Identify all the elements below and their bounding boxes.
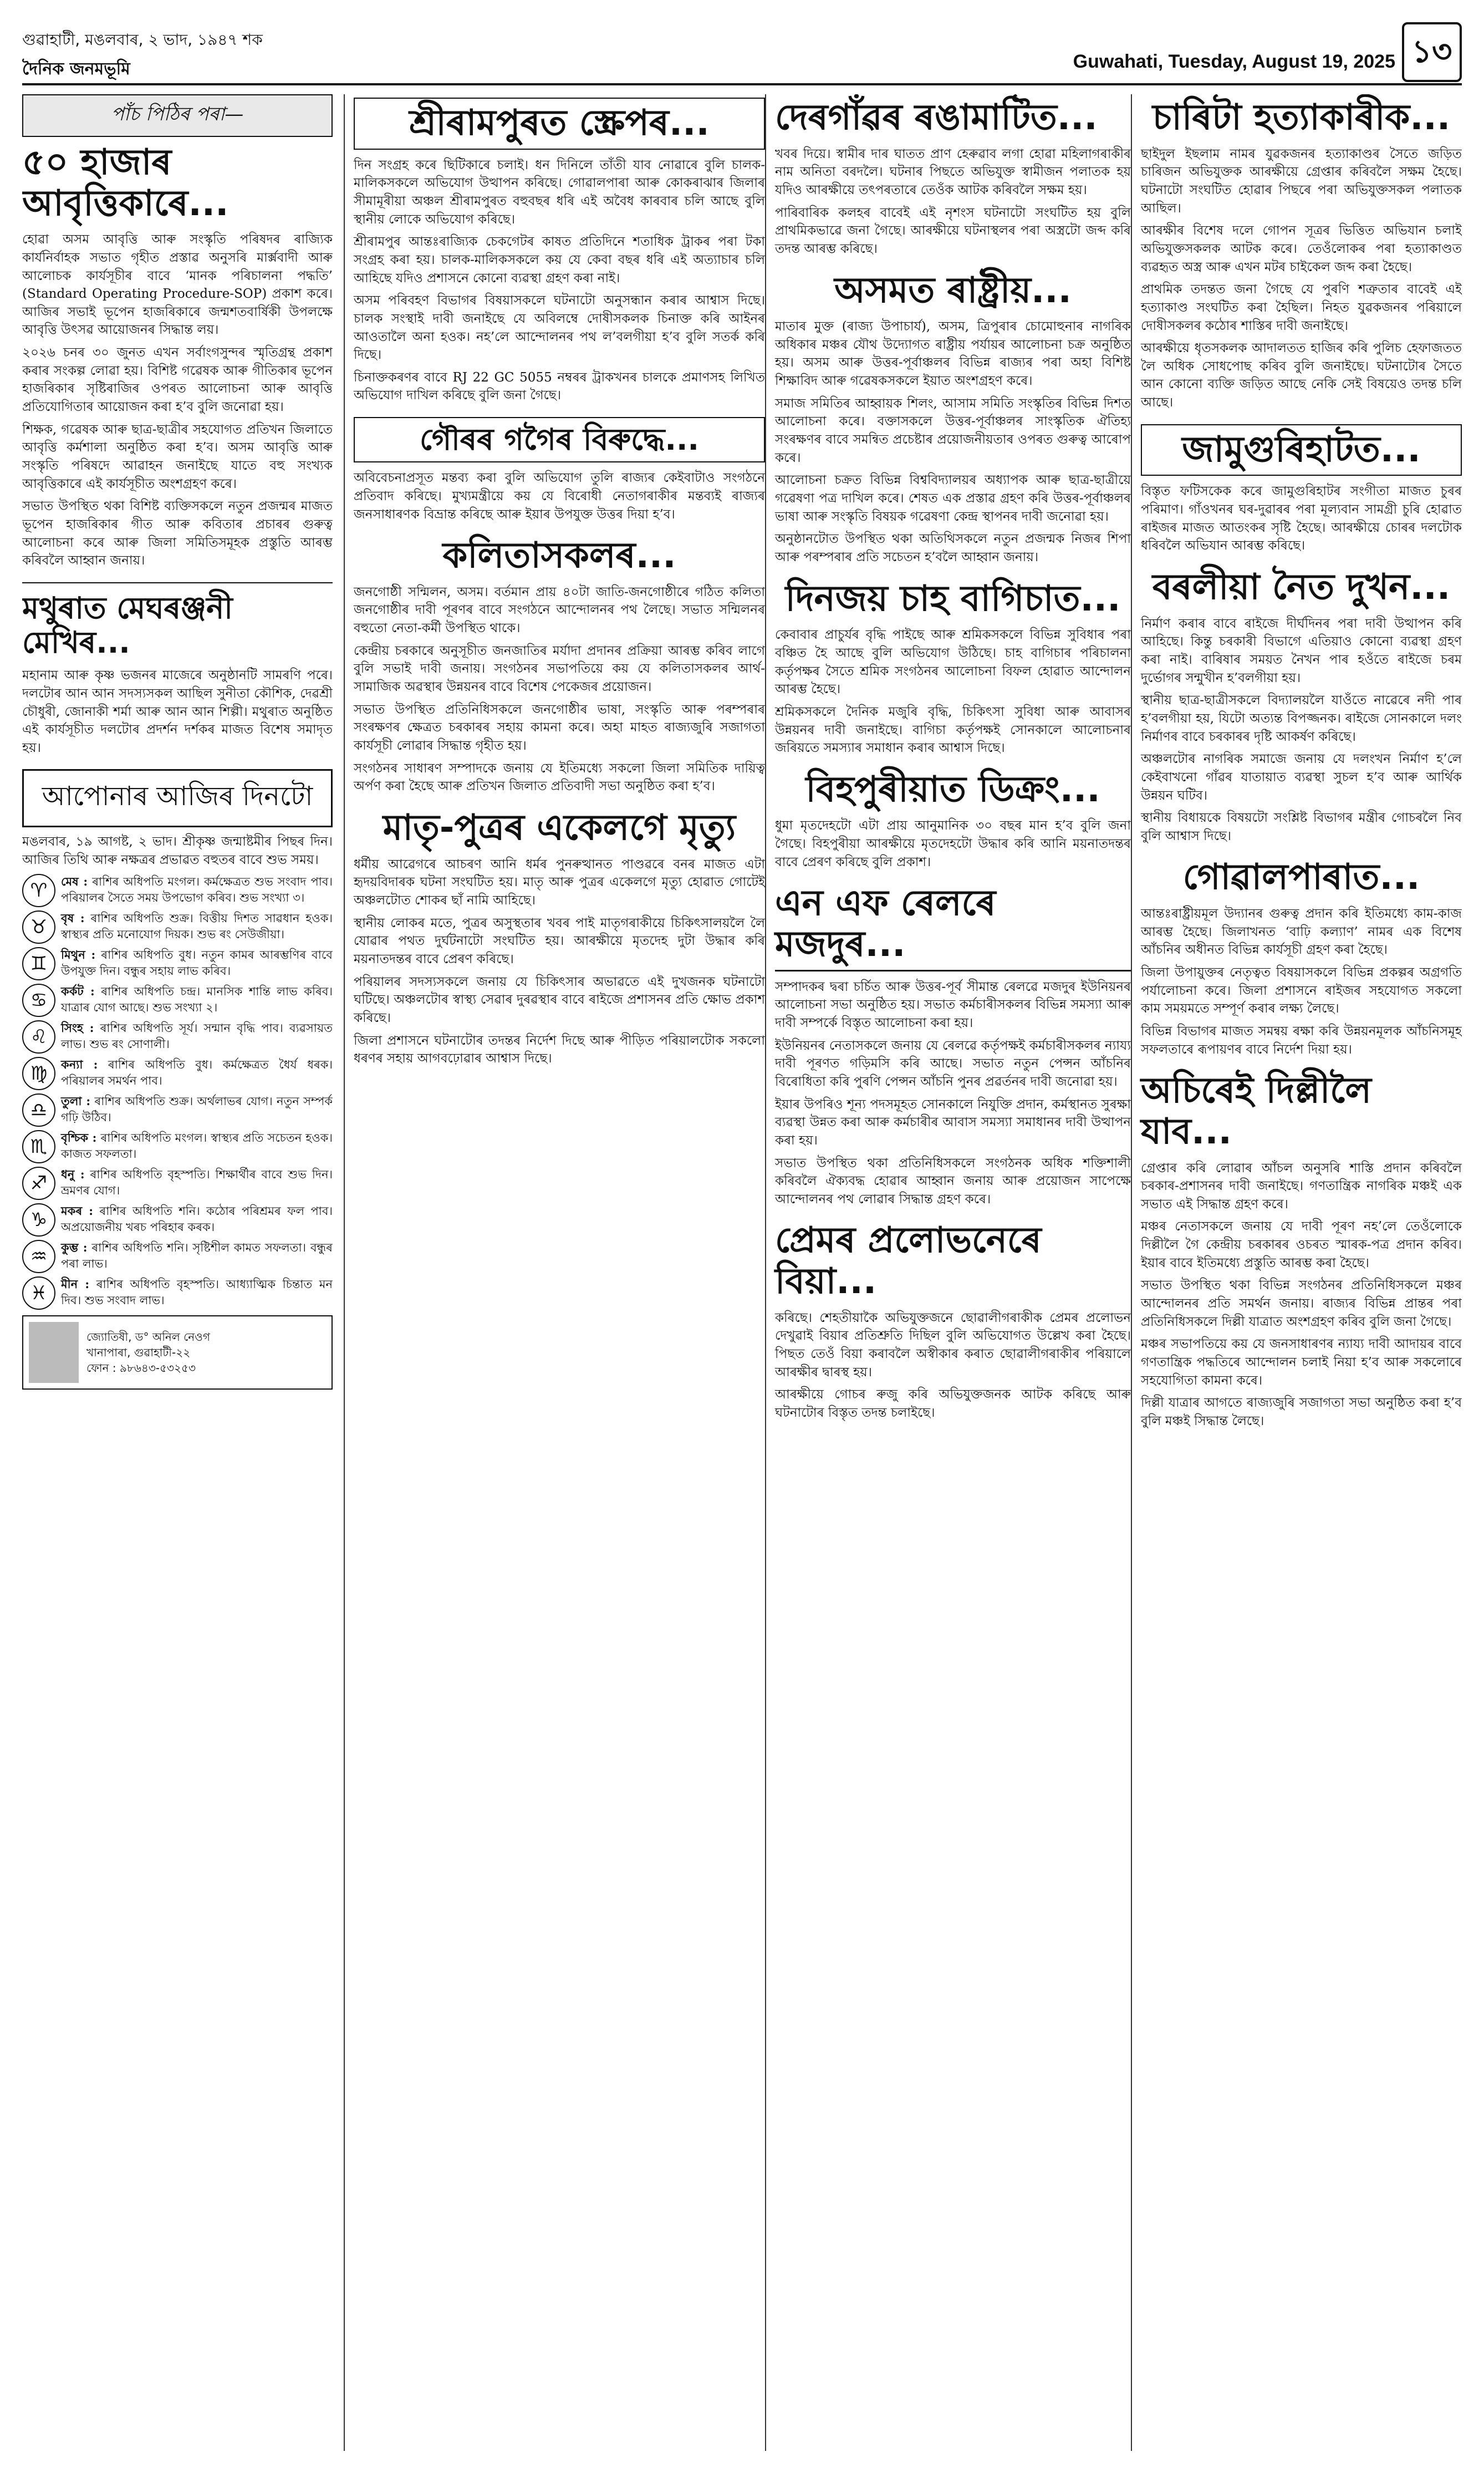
article-four-killers xyxy=(1141,98,1462,412)
horoscope-intro: মঙলবাৰ, ১৯ আগষ্ট, ২ ভাদ। শ্ৰীকৃষ্ণ জন্মাষ্টমীৰ পিছৰ দিন। আজিৰ তিথি আৰু নক্ষত্ৰৰ প্ৰভাৱত বহুতৰ বাবে শুভ সময়। xyxy=(22,835,333,868)
article-headline: শ্ৰীৰামপুৰত স্ক্ৰেপৰ... xyxy=(354,98,765,150)
continued-from-label: পাঁচ পিঠিৰ পৰা— xyxy=(22,94,333,137)
article-paragraph: জিলা প্ৰশাসনে ঘটনাটোৰ তদন্তৰ নিৰ্দেশ দিছে আৰু পীড়িত পৰিয়ালটোক সকলো ধৰণৰ সহায় আগবঢ়োৱাৰ আশ্বাস দিছে। xyxy=(354,1033,765,1066)
zodiac-icon: ♏ xyxy=(22,1130,55,1163)
masthead-date-assamese: গুৱাহাটী, মঙলবাৰ, ২ ভাদ, ১৯৪৭ শক xyxy=(22,30,263,49)
column-3 xyxy=(765,94,1131,2451)
article-headline: গৌৰৰ গগৈৰ বিৰুদ্ধে... xyxy=(354,417,765,462)
horoscope-item xyxy=(22,1130,333,1163)
zodiac-icon: ♒ xyxy=(22,1240,55,1273)
article-paragraph: ইয়াৰ উপৰিও শূন্য পদসমূহত সোনকালে নিযুক্তি প্ৰদান, কৰ্মস্থানত সুৰক্ষা ব্যৱস্থা উন্নত কৰা আৰু কৰ্মচাৰীৰ আবাস সমস্যা সমাধানৰ দাবী উত্থাপন কৰা হয়। xyxy=(775,1097,1131,1148)
zodiac-sign-name: কন্যা : xyxy=(61,1057,98,1071)
zodiac-sign-name: মেষ : xyxy=(61,874,88,888)
astrologer-place: খানাপাৰা, গুৱাহাটী-২২ xyxy=(86,1345,191,1359)
article-paragraph: চিনাক্তকৰণৰ বাবে RJ 22 GC 5055 নম্বৰৰ ট্ৰাকখনৰ চালকে প্ৰমাণসহ লিখিত অভিযোগ দাখিল কৰিছে বুলি জনা গৈছে। xyxy=(354,370,765,403)
article-paragraph: ছাইদুল ইছলাম নামৰ যুৱকজনৰ হত্যাকাণ্ডৰ সৈতে জড়িত চাৰিজন অভিযুক্তক আৰক্ষীয়ে গ্ৰেপ্তাৰ কৰিবলৈ সক্ষম হৈছে। ঘটনাটো সংঘটিত হোৱাৰ পিছৰে পৰা অভিযুক্তসকল পলাতক আছিল। xyxy=(1141,146,1462,216)
article-love-marriage xyxy=(775,1220,1131,1422)
horoscope-item xyxy=(22,910,333,944)
horoscope-text: ৰাশিৰ অধিপতি মংগল। কৰ্মক্ষেত্ৰত শুভ সংবাদ পাব। পৰিয়ালৰ সৈতে সময় উপভোগ কৰিব। শুভ সংখ্যা ৩। xyxy=(61,874,333,904)
horoscope-text: ৰাশিৰ অধিপতি বুধ। কৰ্মক্ষেত্ৰত ধৈৰ্য ধৰক। পৰিয়ালৰ সমৰ্থন পাব। xyxy=(61,1057,333,1087)
article-paragraph: গ্ৰেপ্তাৰ কৰি লোৱাৰ আঁচল অনুসৰি শাস্তি প্ৰদান কৰিবলৈ চৰকাৰ-প্ৰশাসনৰ দাবী জনাইছে। গণতান্ত্ৰিক নাগৰিক মঞ্চই এক সভাত এই সিদ্ধান্ত গ্ৰহণ কৰে। xyxy=(1141,1161,1462,1212)
article-headline: দেৰগাঁৱৰ ৰঙামাটিত... xyxy=(775,97,1098,138)
article-paragraph: পৰিয়ালৰ সদস্যসকলে জনায় যে চিকিৎসাৰ অভাৱতে এই দুখজনক ঘটনাটো ঘটিছে। অঞ্চলটোৰ স্বাস্থ্য সেৱাৰ দুৰৱস্থাৰ বাবে ৰাইজে প্ৰশাসনৰ প্ৰতি ক্ষোভ প্ৰকাশ কৰিছে। xyxy=(354,974,765,1025)
zodiac-sign-name: কুম্ভ : xyxy=(61,1240,88,1254)
article-paragraph: আৰক্ষীয়ে গোচৰ ৰুজু কৰি অভিযুক্তজনক আটক কৰিছে আৰু ঘটনাটোৰ বিস্তৃত তদন্ত চলাইছে। xyxy=(775,1387,1131,1420)
zodiac-icon: ♑ xyxy=(22,1203,55,1237)
horoscope-text: ৰাশিৰ অধিপতি বুধ। নতুন কামৰ আৰম্ভণিৰ বাবে উপযুক্ত দিন। বন্ধুৰ সহায় লাভ কৰিব। xyxy=(61,948,333,978)
article-headline: এন এফ ৰেলৰে মজদুৰ... xyxy=(775,883,1131,971)
article-paragraph: সভাত উপস্থিত থকা বিভিন্ন সংগঠনৰ প্ৰতিনিধিসকলে মঞ্চৰ আন্দোলনৰ প্ৰতি সমৰ্থন জনায়। ৰাজ্যৰ বিভিন্ন প্ৰান্তৰ পৰা প্ৰতিনিধিসকলে দিল্লী যাত্ৰাত অংশগ্ৰহণ কৰিব বুলি জনা গৈছে। xyxy=(1141,1278,1462,1329)
horoscope-item xyxy=(22,1276,333,1310)
column-1 xyxy=(22,94,333,2451)
article-paragraph: শ্ৰীৰামপুৰ আন্তঃৰাজ্যিক চেকগেটৰ কাষত প্ৰতিদিনে শতাধিক ট্ৰাকৰ পৰা টকা সংগ্ৰহ কৰা হয়। চালক-মালিকসকলে কয় যে কেবা বছৰ ধৰি এই অত্যাচাৰ চলি আহিছে যদিও প্ৰশাসনে কোনো ব্যৱস্থা গ্ৰহণ কৰা নাই। xyxy=(354,235,765,286)
article-paragraph: মাতাৰ মুক্ত (ৰাজ্য উপাচাৰ্য), অসম, ত্ৰিপুৰাৰ চোমোহুনাৰ নাগৰিক অধিকাৰ মঞ্চৰ যৌথ উদ্যোগত ৰাষ্ট্ৰীয় পৰ্যায়ৰ আলোচনা চক্ৰ অনুষ্ঠিত হয়। অসম আৰু উত্তৰ-পূৰ্বাঞ্চলৰ বিভিন্ন ৰাজ্যৰ পৰা অহা বিশিষ্ট শিক্ষাবিদ আৰু গৱেষকসকলে ইয়াত অংশগ্ৰহণ কৰে। xyxy=(775,319,1131,389)
article-nf-railway xyxy=(775,883,1131,1208)
article-national-assam xyxy=(775,271,1131,567)
horoscope-text: ৰাশিৰ অধিপতি বৃহস্পতি। আধ্যাত্মিক চিন্তাত মন দিব। শুভ সংবাদ লাভ। xyxy=(61,1277,333,1307)
horoscope-text: ৰাশিৰ অধিপতি চন্দ্ৰ। মানসিক শান্তি লাভ কৰিব। যাত্ৰাৰ যোগ আছে। শুভ সংখ্যা ২। xyxy=(61,984,333,1014)
article-kalita xyxy=(354,536,765,796)
horoscope-text: ৰাশিৰ অধিপতি শুক্ৰ। বিত্তীয় দিশত সাৱধান হওক। স্বাস্থ্যৰ প্ৰতি মনোযোগ দিয়ক। শুভ ৰং সেউজীয়া। xyxy=(61,911,333,941)
article-headline: মথুৰাত মেঘৰঞ্জনী মেখিৰ... xyxy=(22,591,233,660)
article-gaurav-gogoi xyxy=(354,417,765,523)
article-paragraph: পাৰিবাৰিক কলহৰ বাবেই এই নৃশংস ঘটনাটো সংঘটিত হয় বুলি প্ৰাথমিকভাৱে জনা গৈছে। আৰক্ষীয়ে ঘটনাস্থলৰ পৰা অস্ত্ৰটো জব্দ কৰি তদন্ত আৰম্ভ কৰিছে। xyxy=(775,205,1131,256)
zodiac-sign-name: সিংহ : xyxy=(61,1020,94,1035)
masthead-date-english: Guwahati, Tuesday, August 19, 2025 xyxy=(1073,51,1395,72)
article-headline: কলিতাসকলৰ... xyxy=(442,535,676,577)
article-paragraph: অনুষ্ঠানটোত উপস্থিত থকা অতিথিসকলে নতুন প্ৰজন্মক নিজৰ শিপা আৰু পৰম্পৰাৰ প্ৰতি সচেতন হ’বলৈ আহ্বান জনায়। xyxy=(775,532,1131,564)
article-headline: জামুগুৰিহাটত... xyxy=(1141,424,1462,476)
zodiac-sign-name: তুলা : xyxy=(61,1093,91,1108)
page-number: ১৩ xyxy=(1402,22,1462,82)
article-dergaon xyxy=(775,98,1131,258)
zodiac-icon: ♋ xyxy=(22,984,55,1017)
article-paragraph: বিভিন্ন বিভাগৰ মাজত সমন্বয় ৰক্ষা কৰি উন্নয়নমূলক আঁচনিসমূহ সফলতাৰে ৰূপায়ণৰ বাবে নিৰ্দেশ দিয়া হয়। xyxy=(1141,1024,1462,1057)
article-borolia xyxy=(1141,567,1462,845)
article-paragraph: জিলা উপায়ুক্তৰ নেতৃত্বত বিষয়াসকলে বিভিন্ন প্ৰকল্পৰ অগ্ৰগতি পৰ্যালোচনা কৰে। জিলা প্ৰশাসনে ৰাইজৰ সহযোগত সকলো কাম সময়মতে সম্পূৰ্ণ কৰাৰ লক্ষ্য লৈছে। xyxy=(1141,965,1462,1016)
article-recitation xyxy=(22,143,333,570)
article-paragraph: আলোচনা চক্ৰত বিভিন্ন বিশ্ববিদ্যালয়ৰ অধ্যাপক আৰু ছাত্ৰ-ছাত্ৰীয়ে গৱেষণা পত্ৰ দাখিল কৰে। শেষত এক প্ৰস্তাৱ গ্ৰহণ কৰি উত্তৰ-পূৰ্বাঞ্চলৰ ভাষা আৰু সংস্কৃতি বিষয়ক গৱেষণা কেন্দ্ৰ স্থাপনৰ দাবী জনোৱা হয়। xyxy=(775,473,1131,524)
article-paragraph: ইউনিয়নৰ নেতাসকলে জনায় যে ৰেলৱে কৰ্তৃপক্ষই কৰ্মচাৰীসকলৰ ন্যায্য দাবী পূৰণত গড়িমসি কৰি আছে। সভাত নতুন পেন্সন আঁচনিৰ বিৰোধিতা কৰি পুৰণি পেন্সন আঁচনি পুনৰ প্ৰৱৰ্তনৰ দাবী জনোৱা হয়। xyxy=(775,1038,1131,1089)
astrologer-name: জ্যোতিষী, ড° অনিল নেওগ xyxy=(86,1330,210,1344)
horoscope-item xyxy=(22,984,333,1017)
article-headline: মাতৃ-পুত্ৰৰ একেলগে মৃত্যু xyxy=(383,807,736,848)
zodiac-icon: ♍ xyxy=(22,1057,55,1090)
article-paragraph: শিক্ষক, গৱেষক আৰু ছাত্ৰ-ছাত্ৰীৰ সহযোগত প্ৰতিখন জিলাতে আবৃত্তি কৰ্মশালা অনুষ্ঠিত কৰা হ’ব। অসম আবৃত্তি আৰু সংস্কৃতি পৰিষদে আৱাহন জনাইছে যাতে বহু সংখ্যক আবৃত্তিকাৰে এই কাৰ্যসূচীত অংশগ্ৰহণ কৰে। xyxy=(22,422,333,491)
zodiac-icon: ♊ xyxy=(22,947,55,980)
horoscope-item xyxy=(22,1020,333,1054)
zodiac-sign-name: মকৰ : xyxy=(61,1203,93,1218)
article-paragraph: দিন সংগ্ৰহ কৰে ছিটিকাৰে চলাই। ধন দিনিলে তাঁতী যাব নোৱাৰে বুলি চালক-মালিকসকলে অভিযোগ উত্থাপন কৰিছে। গোৱালপাৰা আৰু কোকৰাঝাৰ জিলাৰ সীমামূৰীয়া অঞ্চল শ্ৰীৰামপুৰত বহুবছৰ ধৰি এই অবৈধ কাৰবাৰ চলি আছে বুলি স্থানীয় লোকে অভিযোগ কৰিছে। xyxy=(354,157,765,227)
article-mother-son xyxy=(354,808,765,1068)
horoscope-item xyxy=(22,1057,333,1090)
article-paragraph: স্থানীয় ছাত্ৰ-ছাত্ৰীসকলে বিদ্যালয়লৈ যাওঁতে নাৱেৰে নদী পাৰ হ’বলগীয়া হয়, যিটো অত্যন্ত বিপজ্জনক। ৰাইজে সোনকালে দলং নিৰ্মাণৰ বাবে চৰকাৰৰ দৃষ্টি আকৰ্ষণ কৰিছে। xyxy=(1141,693,1462,744)
masthead xyxy=(22,22,1462,85)
zodiac-icon: ♌ xyxy=(22,1020,55,1054)
article-mathura xyxy=(22,591,333,757)
article-paragraph: মঞ্চৰ নেতাসকলে জনায় যে দাবী পূৰণ নহ’লে তেওঁলোকে দিল্লীলৈ গৈ কেন্দ্ৰীয় চৰকাৰৰ ওচৰত স্মাৰক-পত্ৰ প্ৰদান কৰিব। ইয়াৰ বাবে ইতিমধ্যে প্ৰস্তুতি আৰম্ভ কৰা হৈছে। xyxy=(1141,1219,1462,1270)
article-paragraph: স্থানীয় লোকৰ মতে, পুত্ৰৰ অসুস্থতাৰ খবৰ পাই মাতৃগৰাকীয়ে চিকিৎসালয়লৈ লৈ যোৱাৰ পথত দুৰ্ঘটনাটো সংঘটিত হয়। আৰক্ষীয়ে মৃতদেহ দুটা উদ্ধাৰ কৰি ময়নাতদন্তৰ বাবে প্ৰেৰণ কৰিছে। xyxy=(354,915,765,967)
zodiac-sign-name: বৃষ : xyxy=(61,910,85,925)
article-paragraph: ২০২৬ চনৰ ৩০ জুনত এখন সৰ্বাংগসুন্দৰ স্মৃতিগ্ৰন্থ প্ৰকাশ কৰাৰ সংকল্প লোৱা হয়। বিশিষ্ট গৱেষক আৰু গীতিকাৰ ভূপেন হাজৰিকাৰ সৃষ্টিৰাজিৰ ওপৰত আলোচনা আৰু আবৃত্তি প্ৰতিযোগিতাৰ আয়োজন কৰা হ’ব বুলি জনোৱা হয়। xyxy=(22,345,333,415)
article-paragraph: সংগঠনৰ সাধাৰণ সম্পাদকে জনায় যে ইতিমধ্যে সকলো জিলা সমিতিক দায়িত্ব অৰ্পণ কৰা হৈছে আৰু প্ৰতিখন জিলাত প্ৰতিবাদী সভা অনুষ্ঠিত কৰা হ’ব। xyxy=(354,761,765,794)
article-paragraph: মহানাম আৰু কৃষ্ণ ভজনৰ মাজেৰে অনুষ্ঠানটি সামৰণি পৰে। দলটোৰ আন আন সদস্যসকল আছিল সুনীতা কৌশিক, দেৱশ্ৰী চৌধুৰী, জোনাকী শৰ্মা আৰু আন আন শিল্পী। মথুৰাত অনুষ্ঠিত এই কাৰ্যসূচীত দলটোৰ প্ৰদৰ্শন দৰ্শকৰ মাজত বিশেষ সমাদৃত হয়। xyxy=(22,668,333,755)
article-paragraph: স্থানীয় বিধায়কে বিষয়টো সংশ্লিষ্ট বিভাগৰ মন্ত্ৰীৰ গোচৰলৈ নিব বুলি আশ্বাস দিছে। xyxy=(1141,811,1462,843)
article-paragraph: হোৱা অসম আবৃত্তি আৰু সংস্কৃতি পৰিষদৰ ৰাজ্যিক কাৰ্যনিৰ্বাহক সভাত গৃহীত প্ৰস্তাৱ অনুসৰি মাৰ্ক্সবাদী আৰু আলোচক কাৰ্যসূচীৰ বাবে ‘মানক পৰিচালনা পদ্ধতি’ (Standard Operating Procedure-SOP) প্ৰকাশ কৰে। আজিৰ সভাই ভূপেন হাজৰিকাৰে জন্মশতবাৰ্ষিকী উপলক্ষে আবৃত্তি উৎসৱ আয়োজনৰ সিদ্ধান্ত লয়। xyxy=(22,232,333,338)
zodiac-sign-name: মিথুন : xyxy=(61,947,96,962)
article-delhi xyxy=(1141,1071,1462,1430)
article-paragraph: মঞ্চৰ সভাপতিয়ে কয় যে জনসাধাৰণৰ ন্যায্য দাবী আদায়ৰ বাবে গণতান্ত্ৰিক পদ্ধতিৰে আন্দোলন চলাই নিয়া হ’ব আৰু সকলোৰে সহযোগিতা কামনা কৰে। xyxy=(1141,1337,1462,1388)
article-headline: ৫০ হাজাৰ আবৃত্তিকাৰে... xyxy=(22,142,229,224)
horoscope-item xyxy=(22,1093,333,1127)
horoscope-item xyxy=(22,947,333,980)
astrologer-phone: ফোন : ৯৮৬৪৩-৫৩২৫৩ xyxy=(86,1361,196,1375)
article-headline: বিহপুৰীয়াত ডিক্ৰং... xyxy=(805,769,1100,810)
column-2 xyxy=(344,94,765,2451)
article-paragraph: আৰক্ষীয়ে ধৃতসকলক আদালতত হাজিৰ কৰি পুলিচ হেফাজতত লৈ অধিক সোধপোছ কৰিব বুলি জনাইছে। ঘটনাটোৰ সৈতে আন কোনো ব্যক্তি জড়িত আছে নেকি সেই বিষয়েও তদন্ত চলি আছে। xyxy=(1141,341,1462,410)
article-srirampur xyxy=(354,98,765,405)
article-paragraph: নিৰ্মাণ কৰাৰ বাবে ৰাইজে দীৰ্ঘদিনৰ পৰা দাবী উত্থাপন কৰি আহিছে। কিন্তু চৰকাৰী বিভাগে এতিয়াও কোনো ব্যৱস্থা গ্ৰহণ কৰা নাই। বাৰিষাৰ সময়ত নৈখন পাৰ হওঁতে ৰাইজে চৰম দুৰ্ভোগৰ সন্মুখীন হ’বলগীয়া হয়। xyxy=(1141,616,1462,685)
zodiac-icon: ♓ xyxy=(22,1276,55,1310)
article-paragraph: কৰিছে। শেহতীয়াকৈ অভিযুক্তজনে ছোৱালীগৰাকীক প্ৰেমৰ প্ৰলোভন দেখুৱাই বিয়াৰ প্ৰতিশ্ৰুতি দিছিল বুলি অভিযোগত উল্লেখ কৰা হৈছে। পিছত তেওঁ বিয়া কৰাবলৈ অস্বীকাৰ কৰাত ছোৱালীগৰাকীৰ পৰিয়ালে আৰক্ষীৰ দ্বাৰস্থ হয়। xyxy=(775,1310,1131,1380)
astrologer-box xyxy=(22,1315,333,1390)
horoscope-text: ৰাশিৰ অধিপতি মংগল। স্বাস্থ্যৰ প্ৰতি সচেতন হওক। কাজত সফলতা। xyxy=(61,1131,333,1161)
article-paragraph: জনগোষ্ঠী সন্মিলন, অসম। বৰ্তমান প্ৰায় ৪০টা জাতি-জনগোষ্ঠীৰে গঠিত কলিতা জনগোষ্ঠীৰ দাবী পূৰণৰ বাবে সংগঠনে আন্দোলনৰ পথ লৈছে। সভাত সন্মিলনৰ বহুতো নেতা-কৰ্মী উপস্থিত থাকে। xyxy=(354,584,765,636)
horoscope-text: ৰাশিৰ অধিপতি সূৰ্য। সন্মান বৃদ্ধি পাব। ব্যৱসায়ত লাভ। শুভ ৰং সোণালী। xyxy=(61,1021,333,1051)
zodiac-sign-name: বৃশ্চিক : xyxy=(61,1130,97,1145)
article-headline: দিনজয় চাহ বাগিচাত... xyxy=(785,578,1121,619)
article-headline: অসমত ৰাষ্ট্ৰীয়... xyxy=(834,269,1072,311)
horoscope-text: ৰাশিৰ অধিপতি বৃহস্পতি। শিক্ষাৰ্থীৰ বাবে শুভ দিন। ভ্ৰমণৰ যোগ। xyxy=(61,1167,333,1197)
article-paragraph: সভাত উপস্থিত থকা প্ৰতিনিধিসকলে সংগঠনক অধিক শক্তিশালী কৰিবলৈ ঐক্যবদ্ধ হোৱাৰ আহ্বান জনায় আৰু প্ৰয়োজন সাপেক্ষে আন্দোলনৰ পথ লোৱাৰ সিদ্ধান্ত গ্ৰহণ কৰে। xyxy=(775,1156,1131,1207)
divider xyxy=(22,582,333,583)
zodiac-sign-name: মীন : xyxy=(61,1276,90,1291)
article-paragraph: খবৰ দিয়ে। স্বামীৰ দাৰ ঘাতত প্ৰাণ হেৰুৱাব লগা হোৱা মহিলাগৰাকীৰ নাম অনিতা বৰদলৈ। ঘটনাৰ পিছতে অভিযুক্ত স্বামীজন পলাতক হয় যদিও আৰক্ষীয়ে তৎপৰতাৰে তেওঁক আটক কৰিবলৈ সক্ষম হয়। xyxy=(775,146,1131,197)
article-headline: বৰলীয়া নৈত দুখন... xyxy=(1152,567,1451,608)
article-paragraph: সভাত উপস্থিত থকা বিশিষ্ট ব্যক্তিসকলে নতুন প্ৰজন্মৰ মাজত ভূপেন হাজৰিকাৰ গীত আৰু কবিতাৰ প্ৰচাৰৰ গুৰুত্ব আলোচনা কৰে আৰু জিলা সমিতিসমূহক প্ৰস্তুতি আৰম্ভ কৰিবলৈ আহ্বান জনায়। xyxy=(22,499,333,568)
article-paragraph: কেবাবাৰ প্ৰাচুৰ্যৰ বৃদ্ধি পাইছে আৰু শ্ৰমিকসকলে বিভিন্ন সুবিধাৰ পৰা বঞ্চিত হৈ আছে বুলি অভিযোগ উঠিছে। চাহ বাগিচাৰ পৰিচালনা কৰ্তৃপক্ষৰ সৈতে শ্ৰমিক সংগঠনৰ আলোচনা বিফল হোৱাত আন্দোলন আৰম্ভ হৈছে। xyxy=(775,628,1131,697)
article-paragraph: সম্পাদকৰ দ্বৰা চৰ্চিত আৰু উত্তৰ-পূৰ্ব সীমান্ত ৰেলৱে মজদুৰ ইউনিয়নৰ আলোচনা সভা অনুষ্ঠিত হয়। সভাত কৰ্মচাৰীসকলৰ বিভিন্ন সমস্যা আৰু দাবী সম্পৰ্কে বিস্তৃত আলোচনা কৰা হয়। xyxy=(775,979,1131,1030)
column-4 xyxy=(1131,94,1462,2451)
article-paragraph: সভাত উপস্থিত প্ৰতিনিধিসকলে জনগোষ্ঠীৰ ভাষা, সংস্কৃতি আৰু পৰম্পৰাৰ সংৰক্ষণৰ ক্ষেত্ৰত চৰকাৰৰ সহায় কামনা কৰে। অহা মাহত ৰাজ্যজুৰি সজাগতা কাৰ্যসূচী লোৱাৰ সিদ্ধান্ত গৃহীত হয়। xyxy=(354,702,765,754)
article-paragraph: সমাজ সমিতিৰ আহ্বায়ক শিলং, আসাম সমিতি সংস্কৃতিৰ বিভিন্ন দিশত আলোচনা কৰে। বক্তাসকলে উত্তৰ-পূৰ্বাঞ্চলৰ সাংস্কৃতিক ঐতিহ্য সংৰক্ষণৰ বাবে সমন্বিত প্ৰচেষ্টাৰ প্ৰয়োজনীয়তাৰ ওপৰত গুৰুত্ব আৰোপ কৰে। xyxy=(775,396,1131,465)
zodiac-icon: ♎ xyxy=(22,1093,55,1127)
horoscope-list xyxy=(22,874,333,1310)
article-paragraph: অবিবেচনাপ্ৰসূত মন্তব্য কৰা বুলি অভিযোগ তুলি ৰাজ্যৰ কেইবাটাও সংগঠনে প্ৰতিবাদ কৰিছে। মুখ্যমন্ত্ৰীয়ে কয় যে বিৰোধী নেতাগৰাকীৰ মন্তব্যই ৰাজ্যৰ জনসাধাৰণক বিভ্ৰান্ত কৰিছে আৰু ইয়াৰ উপযুক্ত উত্তৰ দিয়া হ’ব। xyxy=(354,471,765,522)
horoscope-item xyxy=(22,1240,333,1273)
zodiac-icon: ♈ xyxy=(22,874,55,907)
article-paragraph: অসম পৰিবহণ বিভাগৰ বিষয়াসকলে ঘটনাটো অনুসন্ধান কৰাৰ আশ্বাস দিছে। চালক সংস্থাই দাবী জনাইছে যে অবিলম্বে দোষীসকলক চিনাক্ত কৰি আইনৰ আওতালৈ অনা হওক। নহ’লে আন্দোলনৰ পথ ল’বলগীয়া হ’ব বুলি সতৰ্ক কৰি দিছে। xyxy=(354,293,765,363)
zodiac-icon: ♐ xyxy=(22,1167,55,1200)
article-paragraph: আন্তঃৰাষ্ট্ৰীয়মূল উদ্যানৰ গুৰুত্ব প্ৰদান কৰি ইতিমধ্যে কাম-কাজ আৰম্ভ হৈছে। জিলাখনত ‘বাঢ়ি কল্যাণ’ নামৰ এক বিশেষ আঁচনিৰ অধীনত বিভিন্ন কাৰ্যসূচী গ্ৰহণ কৰা হৈছে। xyxy=(1141,907,1462,958)
article-paragraph: প্ৰাথমিক তদন্তত জনা গৈছে যে পুৰণি শত্ৰুতাৰ বাবেই এই হত্যাকাণ্ড সংঘটিত কৰা হৈছিল। নিহত যুৱকজনৰ পৰিয়ালে দোষীসকলৰ কঠোৰ শাস্তিৰ দাবী জনাইছে। xyxy=(1141,282,1462,333)
article-paragraph: আৰক্ষীৰ বিশেষ দলে গোপন সূত্ৰৰ ভিত্তিত অভিযান চলাই অভিযুক্তসকলক আটক কৰে। তেওঁলোকৰ পৰা হত্যাকাণ্ডত ব্যৱহৃত অস্ত্ৰ আৰু এখন মটৰ চাইকেল জব্দ কৰা হৈছে। xyxy=(1141,223,1462,274)
article-paragraph: দিল্লী যাত্ৰাৰ আগতে ৰাজ্যজুৰি সজাগতা সভা অনুষ্ঠিত কৰা হ’ব বুলি মঞ্চই সিদ্ধান্ত লৈছে। xyxy=(1141,1396,1462,1429)
horoscope-item xyxy=(22,874,333,907)
horoscope-text: ৰাশিৰ অধিপতি শনি। কঠোৰ পৰিশ্ৰমৰ ফল পাব। অপ্ৰয়োজনীয় খৰচ পৰিহাৰ কৰক। xyxy=(61,1204,333,1234)
article-paragraph: কেন্দ্ৰীয় চৰকাৰে অনুসূচীত জনজাতিৰ মৰ্যাদা প্ৰদানৰ প্ৰক্ৰিয়া আৰম্ভ কৰিব লাগে বুলি সভাই দাবী জনায়। সংগঠনৰ সভাপতিয়ে কয় যে কলিতাসকলৰ আৰ্থ-সামাজিক অৱস্থাৰ উন্নয়নৰ বাবে বিশেষ পেকেজৰ প্ৰয়োজন। xyxy=(354,643,765,695)
article-headline: চাৰিটা হত্যাকাৰীক... xyxy=(1152,97,1451,138)
astrologer-photo xyxy=(29,1322,79,1383)
article-headline: প্ৰেমৰ প্ৰলোভনেৰে বিয়া... xyxy=(775,1220,1042,1303)
article-paragraph: অঞ্চলটোৰ নাগৰিক সমাজে জনায় যে দলংখন নিৰ্মাণ হ’লে কেইবাখনো গাঁৱৰ যাতায়াত ব্যৱস্থা সুচল হ’ব আৰু আৰ্থিক উন্নয়ন ঘটিব। xyxy=(1141,752,1462,803)
horoscope-item xyxy=(22,1167,333,1200)
article-headline: গোৱালপাৰাত... xyxy=(1182,857,1420,898)
article-tea-garden xyxy=(775,579,1131,757)
horoscope-title: আপোনাৰ আজিৰ দিনটো xyxy=(22,769,333,827)
article-headline: অচিৰেই দিল্লীলৈ যাব... xyxy=(1141,1070,1371,1152)
article-paragraph: বিস্তৃত ফটিসকেক কৰে জামুগুৰিহাটৰ সংগীতা মাজত চুৰৰ পৰিমাণ। গাঁওখনৰ ঘৰ-দুৱাৰৰ পৰা মূল্যবান সামগ্ৰী চুৰি হোৱাত ৰাইজৰ মাজত আতংকৰ সৃষ্টি হৈছে। আৰক্ষীয়ে চোৰৰ দলটোক ধৰিবলৈ অভিযান আৰম্ভ কৰিছে। xyxy=(1141,484,1462,553)
article-jamugurihat xyxy=(1141,424,1462,555)
article-bihpuria xyxy=(775,770,1131,872)
zodiac-sign-name: কৰ্কট : xyxy=(61,984,95,998)
horoscope-text: ৰাশিৰ অধিপতি শনি। সৃষ্টিশীল কামত সফলতা। বন্ধুৰ পৰা লাভ। xyxy=(61,1240,333,1270)
article-paragraph: শ্ৰমিকসকলে দৈনিক মজুৰি বৃদ্ধি, চিকিৎসা সুবিধা আৰু আবাসৰ উন্নয়নৰ দাবী জনাইছে। বাগিচা কৰ্তৃপক্ষই সোনকালে আলোচনাৰ জৰিয়তে সমস্যাৰ সমাধান কৰাৰ আশ্বাস দিছে। xyxy=(775,704,1131,756)
horoscope-item xyxy=(22,1203,333,1237)
zodiac-icon: ♉ xyxy=(22,910,55,944)
article-goalpara xyxy=(1141,857,1462,1059)
newspaper-name: দৈনিক জনমভূমি xyxy=(22,59,130,79)
article-paragraph: ধৰ্মীয় আৱেগৰে আচৰণ আনি ধৰ্মৰ পুনৰুত্থানত পাণ্ডৱৰে বনৰ মাজত এটা হৃদয়বিদাৰক ঘটনা সংঘটিত হয়। মাতৃ আৰু পুত্ৰৰ একেলগে মৃত্যু হোৱাত গোটেই অঞ্চলটোত শোকৰ ছাঁ নামি আহিছে। xyxy=(354,857,765,908)
zodiac-sign-name: ধনু : xyxy=(61,1167,85,1181)
horoscope-text: ৰাশিৰ অধিপতি শুক্ৰ। অৰ্থলাভৰ যোগ। নতুন সম্পৰ্ক গঢ়ি উঠিব। xyxy=(61,1094,333,1124)
article-paragraph: ধুমা মৃতদেহটো এটা প্ৰায় আনুমানিক ৩০ বছৰ মান হ’ব বুলি জনা গৈছে। বিহপুৰীয়া আৰক্ষীয়ে মৃতদেহটো উদ্ধাৰ কৰি আনি ময়নাতদন্তৰ বাবে প্ৰেৰণ কৰিছে বুলি প্ৰকাশ। xyxy=(775,818,1131,869)
